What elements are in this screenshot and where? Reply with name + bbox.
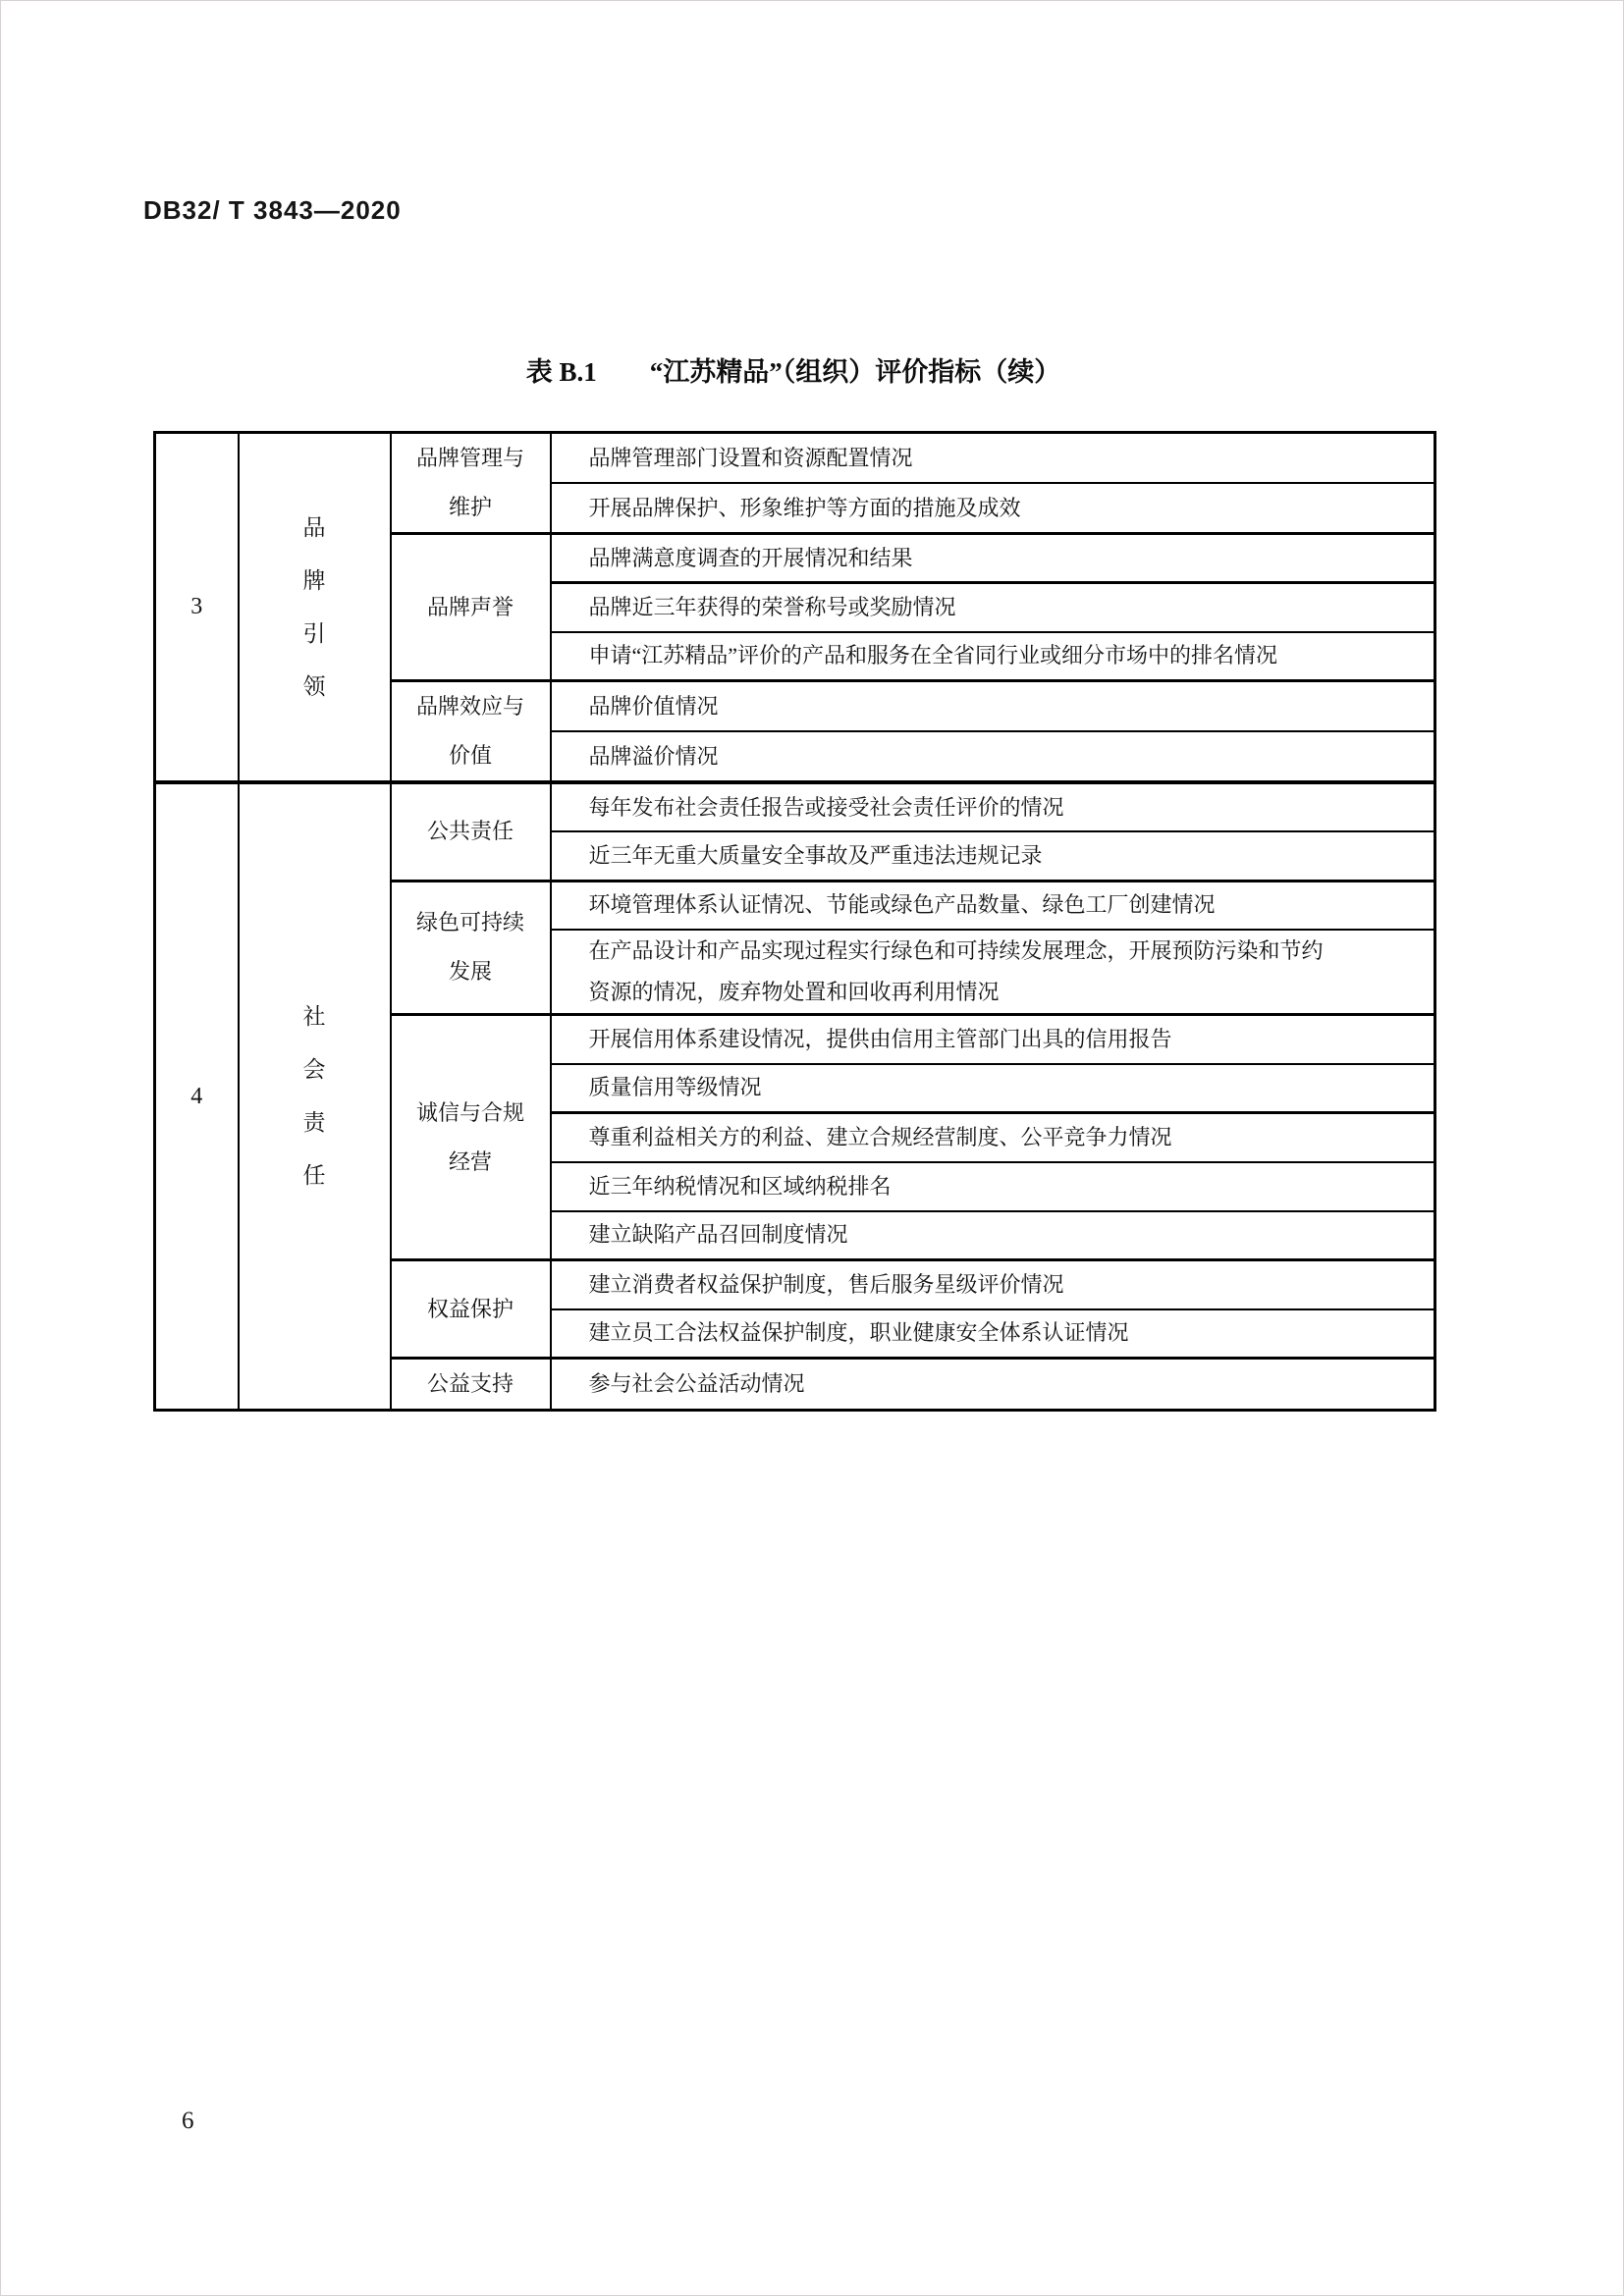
standard-code: DB32/ T 3843—2020	[143, 195, 402, 225]
criterion-text: 在产品设计和产品实现过程实行绿色和可持续发展理念，开展预防污染和节约资源的情况，废弃物处置和回收再利用情况	[588, 938, 1324, 1004]
criterion-cell: 申请“江苏精品”评价的产品和服务在全省同行业或细分市场中的排名情况	[551, 632, 1435, 681]
table-row	[155, 433, 1435, 484]
criterion-cell: 近三年无重大质量安全事故及严重违法违规记录	[551, 831, 1435, 881]
criterion-cell: 开展品牌保护、形象维护等方面的措施及成效	[551, 483, 1435, 534]
criterion-cell: 尊重利益相关方的利益、建立合规经营制度、公平竞争力情况	[551, 1113, 1435, 1162]
criterion-cell: 建立消费者权益保护制度，售后服务星级评价情况	[551, 1260, 1435, 1309]
criterion-cell: 质量信用等级情况	[551, 1064, 1435, 1113]
category-label: 品牌引领	[302, 514, 326, 699]
criterion-cell: 参与社会公益活动情况	[551, 1359, 1435, 1411]
category-cell	[239, 433, 391, 783]
subcategory-cell: 诚信与合规经营	[391, 1015, 551, 1260]
criterion-cell: 品牌近三年获得的荣誉称号或奖励情况	[551, 583, 1435, 632]
category-cell	[239, 782, 391, 1411]
criterion-cell: 环境管理体系认证情况、节能或绿色产品数量、绿色工厂创建情况	[551, 881, 1435, 930]
section-number: 4	[155, 782, 239, 1411]
page-number: 6	[182, 2108, 194, 2134]
criterion-cell: 近三年纳税情况和区域纳税排名	[551, 1162, 1435, 1211]
criterion-cell: 品牌溢价情况	[551, 731, 1435, 782]
category-label: 社会责任	[302, 1004, 326, 1188]
subcategory-cell: 品牌管理与维护	[391, 433, 551, 534]
subcategory-cell: 品牌效应与价值	[391, 681, 551, 783]
criterion-cell: 每年发布社会责任报告或接受社会责任评价的情况	[551, 782, 1435, 831]
criterion-cell: 开展信用体系建设情况，提供由信用主管部门出具的信用报告	[551, 1015, 1435, 1064]
criterion-cell: 建立缺陷产品召回制度情况	[551, 1211, 1435, 1260]
section-number: 3	[155, 433, 239, 783]
evaluation-table	[153, 431, 1436, 1412]
subcategory-cell: 公益支持	[391, 1359, 551, 1411]
table-title: 表 B.1 “江苏精品”（组织）评价指标（续）	[525, 357, 1061, 387]
criterion-cell: 建立员工合法权益保护制度，职业健康安全体系认证情况	[551, 1309, 1435, 1359]
table-row	[155, 782, 1435, 831]
subcategory-cell: 权益保护	[391, 1260, 551, 1359]
subcategory-cell: 绿色可持续发展	[391, 881, 551, 1015]
criterion-cell: 品牌满意度调查的开展情况和结果	[551, 534, 1435, 583]
criterion-cell: 品牌价值情况	[551, 681, 1435, 732]
subcategory-cell: 公共责任	[391, 782, 551, 881]
criterion-cell	[551, 930, 1435, 1015]
subcategory-cell: 品牌声誉	[391, 534, 551, 681]
criterion-cell: 品牌管理部门设置和资源配置情况	[551, 433, 1435, 484]
